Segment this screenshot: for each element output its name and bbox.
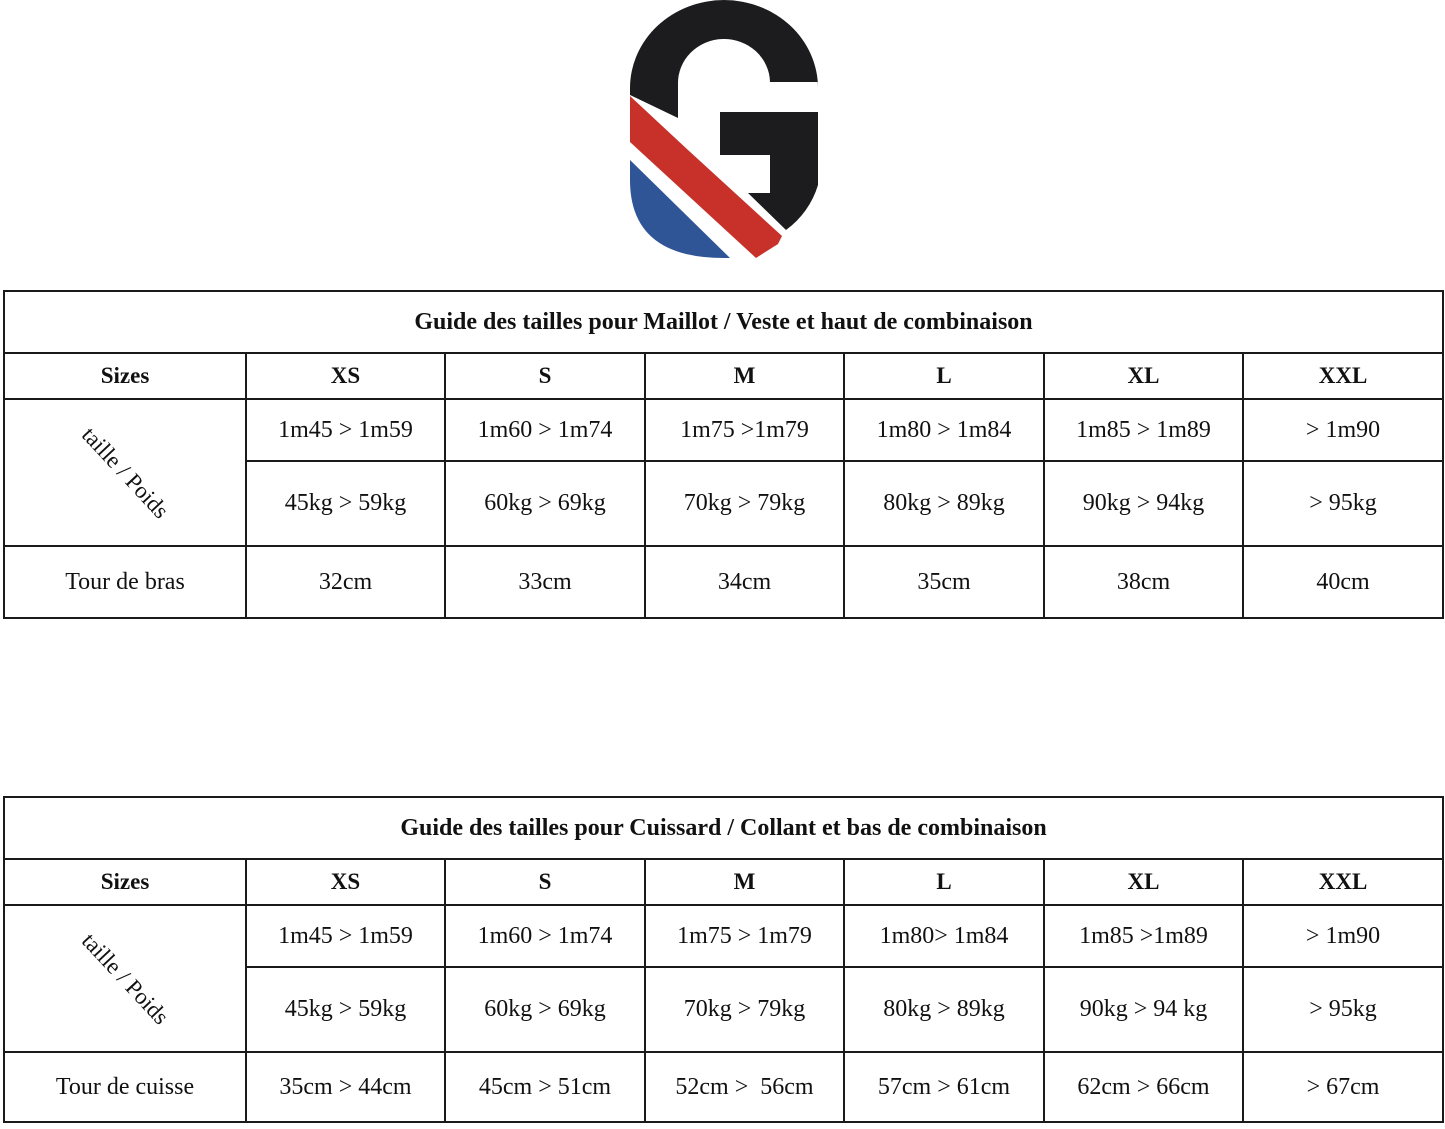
- height-cell: 1m45 > 1m59: [246, 905, 445, 967]
- weight-cell: 70kg > 79kg: [645, 461, 844, 546]
- weight-cell: > 95kg: [1243, 461, 1443, 546]
- weight-cell: > 95kg: [1243, 967, 1443, 1052]
- measure-cell: 35cm > 44cm: [246, 1052, 445, 1122]
- height-cell: 1m85 >1m89: [1044, 905, 1243, 967]
- measure-cell: 32cm: [246, 546, 445, 618]
- measure-cell: 45cm > 51cm: [445, 1052, 645, 1122]
- size-xxl: XXL: [1243, 353, 1443, 399]
- weight-cell: 45kg > 59kg: [246, 461, 445, 546]
- size-s: S: [445, 859, 645, 905]
- size-m: M: [645, 353, 844, 399]
- weight-cell: 80kg > 89kg: [844, 967, 1044, 1052]
- sizes-header: Sizes: [4, 859, 246, 905]
- height-cell: 1m85 > 1m89: [1044, 399, 1243, 461]
- size-m: M: [645, 859, 844, 905]
- size-s: S: [445, 353, 645, 399]
- top-size-table: [3, 290, 1444, 619]
- size-xxl: XXL: [1243, 859, 1443, 905]
- measure-cell: 52cm > 56cm: [645, 1052, 844, 1122]
- measure-cell: 35cm: [844, 546, 1044, 618]
- group-label-cell: [4, 399, 246, 546]
- measure-cell: 38cm: [1044, 546, 1243, 618]
- bottom-size-table: [3, 796, 1444, 1123]
- group-label-cell: [4, 905, 246, 1052]
- size-xl: XL: [1044, 353, 1243, 399]
- measure-cell: 62cm > 66cm: [1044, 1052, 1243, 1122]
- size-l: L: [844, 859, 1044, 905]
- size-xl: XL: [1044, 859, 1243, 905]
- measure-cell: 40cm: [1243, 546, 1443, 618]
- g-letter-logo-icon: [628, 0, 820, 260]
- measure-label: Tour de cuisse: [4, 1052, 246, 1122]
- height-cell: 1m75 > 1m79: [645, 905, 844, 967]
- table-title: Guide des tailles pour Cuissard / Collant et bas de combinaison: [4, 797, 1443, 859]
- weight-cell: 70kg > 79kg: [645, 967, 844, 1052]
- measure-label: Tour de bras: [4, 546, 246, 618]
- weight-cell: 90kg > 94kg: [1044, 461, 1243, 546]
- height-cell: 1m80 > 1m84: [844, 399, 1044, 461]
- height-cell: > 1m90: [1243, 905, 1443, 967]
- weight-cell: 45kg > 59kg: [246, 967, 445, 1052]
- group-label: taille / Poids: [77, 421, 174, 523]
- table-title: Guide des tailles pour Maillot / Veste et haut de combinaison: [4, 291, 1443, 353]
- measure-cell: 57cm > 61cm: [844, 1052, 1044, 1122]
- measure-cell: > 67cm: [1243, 1052, 1443, 1122]
- size-xs: XS: [246, 859, 445, 905]
- height-cell: 1m80> 1m84: [844, 905, 1044, 967]
- group-label: taille / Poids: [77, 927, 174, 1029]
- height-cell: 1m45 > 1m59: [246, 399, 445, 461]
- height-cell: 1m60 > 1m74: [445, 399, 645, 461]
- height-cell: 1m60 > 1m74: [445, 905, 645, 967]
- weight-cell: 80kg > 89kg: [844, 461, 1044, 546]
- height-cell: > 1m90: [1243, 399, 1443, 461]
- weight-cell: 90kg > 94 kg: [1044, 967, 1243, 1052]
- height-cell: 1m75 >1m79: [645, 399, 844, 461]
- weight-cell: 60kg > 69kg: [445, 967, 645, 1052]
- size-xs: XS: [246, 353, 445, 399]
- measure-cell: 34cm: [645, 546, 844, 618]
- sizes-header: Sizes: [4, 353, 246, 399]
- size-l: L: [844, 353, 1044, 399]
- measure-cell: 33cm: [445, 546, 645, 618]
- weight-cell: 60kg > 69kg: [445, 461, 645, 546]
